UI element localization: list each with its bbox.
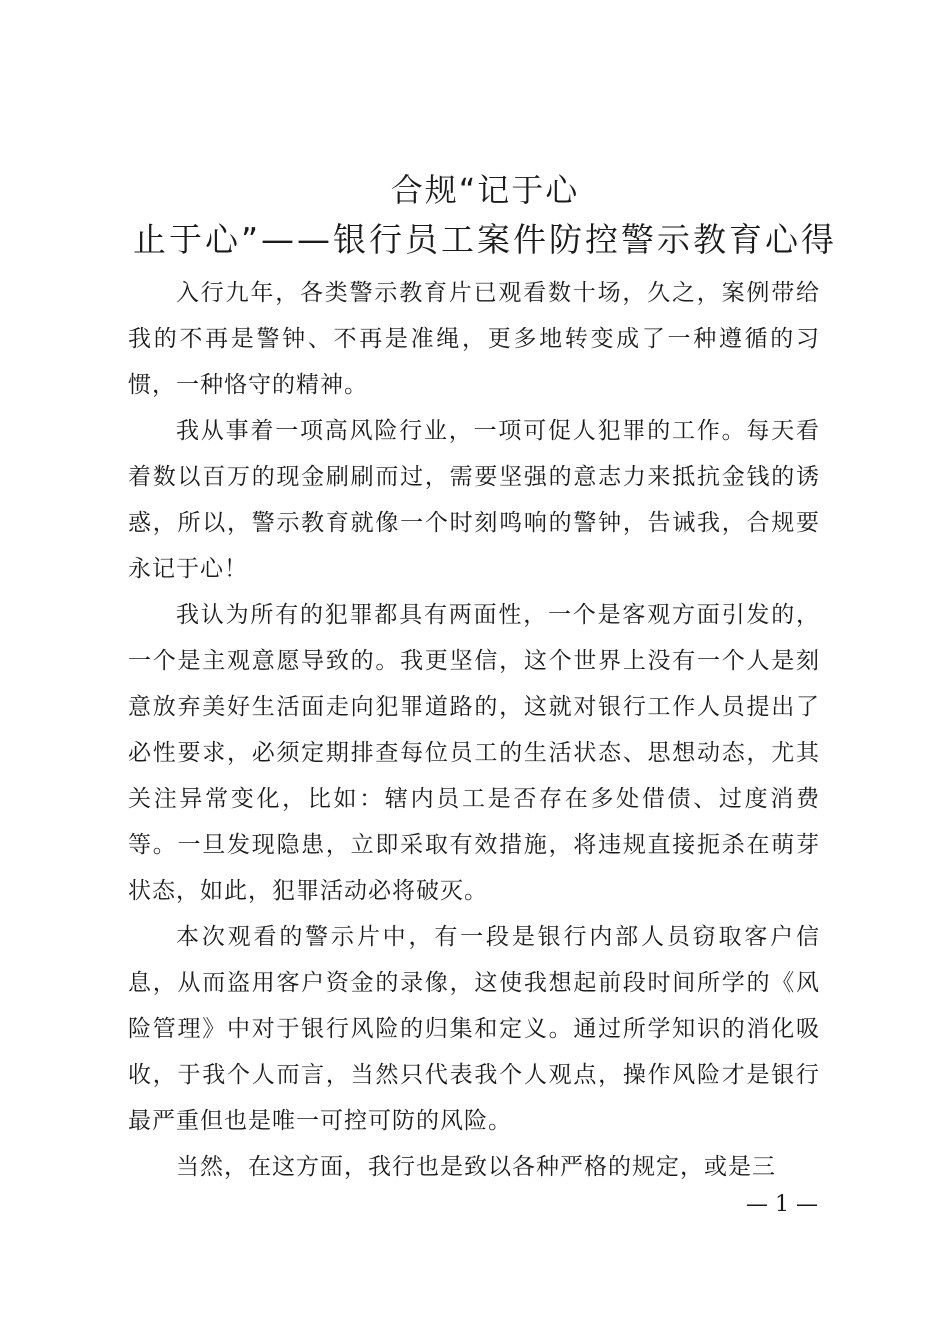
page-number: — 1 — (746, 1192, 818, 1217)
paragraph-1: 入行九年，各类警示教育片已观看数十场，久之，案例带给我的不再是警钟、不再是准绳，更多地转变成了一种遵循的习惯，一种恪守的精神。 (128, 280, 820, 398)
paragraph-4: 本次观看的警示片中，有一段是银行内部人员窃取客户信息，从而盗用客户资金的录像，这使我想起前段时间所学的《风险管理》中对于银行风险的归集和定义。通过所学知识的消化吸收，于我个人而言，当然只代表我个人观点，操作风险才是银行最严重但也是唯一可控可防的风险。 (128, 924, 820, 1134)
paragraph-5: 当然，在这方面，我行也是致以各种严格的规定，或是三 (176, 1154, 776, 1180)
paragraph-2: 我从事着一项高风险行业，一项可促人犯罪的工作。每天看着数以百万的现金刷刷而过，需要坚强的意志力来抵抗金钱的诱惑，所以，警示教育就像一个时刻鸣响的警钟，告诫我，合规要永记于心！ (128, 418, 820, 582)
paragraph-3: 我认为所有的犯罪都具有两面性，一个是客观方面引发的，一个是主观意愿导致的。我更坚信，这个世界上没有一个人是刻意放弃美好生活面走向犯罪道路的，这就对银行工作人员提出了必性要求，必须定期排查每位员工的生活状态、思想动态，尤其关注异常变化，比如：辖内员工是否存在多处借债、过度消费等。一旦发现隐患，立即采取有效措施，将违规直接扼杀在萌芽状态，如此，犯罪活动必将破灭。 (128, 602, 820, 904)
document-body (128, 270, 820, 1190)
document-title-line-1: 合规“记于心 (390, 171, 580, 209)
document-title-line-2: 止于心”——银行员工案件防控警示教育心得 (132, 220, 838, 259)
